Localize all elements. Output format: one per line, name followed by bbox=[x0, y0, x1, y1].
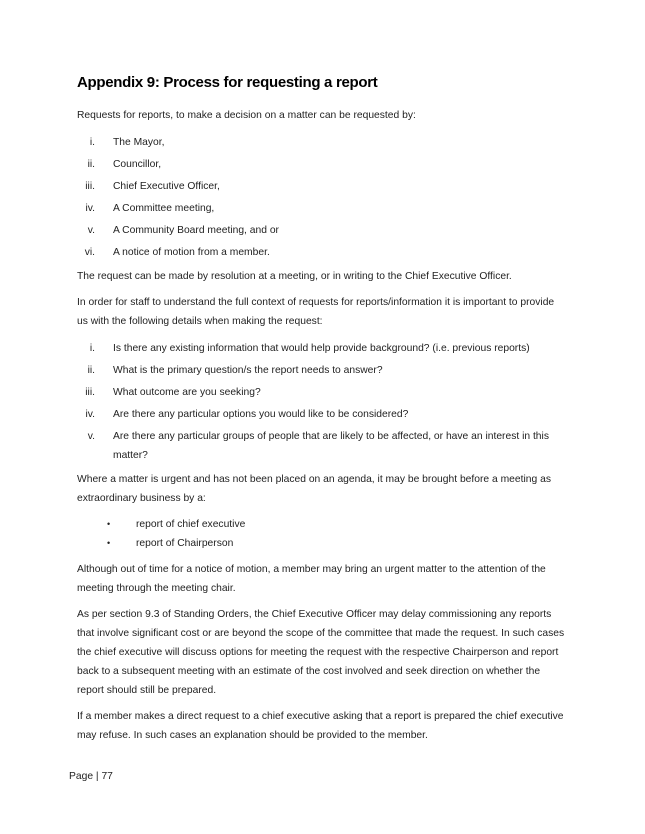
list-item-text: Is there any existing information that would help provide background? (i.e. previous reports) bbox=[113, 343, 530, 354]
notice-of-motion-paragraph: Although out of time for a notice of motion, a member may bring an urgent matter to the attention of the meeting through the meeting chair. bbox=[77, 564, 546, 594]
list-marker: v. bbox=[87, 431, 95, 442]
list-marker: i. bbox=[89, 343, 95, 354]
context-intro-paragraph: In order for staff to understand the full context of requests for reports/information it is important to provide us with the following details when making the request: bbox=[77, 297, 555, 327]
details-list bbox=[77, 339, 565, 465]
list-marker: ii. bbox=[87, 365, 95, 376]
bullet-list-item bbox=[77, 534, 565, 553]
list-item bbox=[77, 243, 565, 262]
list-item-text: A Committee meeting, bbox=[113, 203, 215, 214]
list-item bbox=[77, 177, 565, 196]
list-marker: iii. bbox=[85, 181, 95, 192]
list-item-text: A notice of motion from a member. bbox=[113, 247, 270, 258]
list-item bbox=[77, 339, 565, 358]
bullet-icon: • bbox=[107, 519, 111, 529]
standing-orders-paragraph: As per section 9.3 of Standing Orders, the Chief Executive Officer may delay commissioning any reports that involve significant cost or are beyond the scope of the committee that made the request. In such cases the chief executive will discuss options for meeting the request with the respective Chairperson and report back to a subsequent meeting with an estimate of the cost involved and seek direction on whether the report should still be prepared. bbox=[77, 609, 565, 696]
page-title: Appendix 9: Process for requesting a report bbox=[77, 74, 378, 91]
requested-by-list bbox=[77, 133, 565, 262]
list-marker: iii. bbox=[85, 387, 95, 398]
list-item bbox=[77, 405, 565, 424]
urgent-options-list bbox=[77, 515, 565, 553]
list-item-text: What is the primary question/s the report needs to answer? bbox=[113, 365, 383, 376]
list-marker: i. bbox=[89, 137, 95, 148]
list-item bbox=[77, 361, 565, 380]
list-item-text: Chief Executive Officer, bbox=[113, 181, 220, 192]
list-item bbox=[77, 427, 565, 465]
list-item-text: A Community Board meeting, and or bbox=[113, 225, 279, 236]
list-item-text: Are there any particular options you would like to be considered? bbox=[113, 409, 409, 420]
page-footer: Page | 77 bbox=[69, 771, 113, 782]
list-item bbox=[77, 199, 565, 218]
list-marker: v. bbox=[87, 225, 95, 236]
bullet-icon: • bbox=[107, 538, 111, 548]
list-item-text: The Mayor, bbox=[113, 137, 165, 148]
list-item bbox=[77, 133, 565, 152]
list-item-text: What outcome are you seeking? bbox=[113, 387, 261, 398]
list-item-text: Are there any particular groups of people that are likely to be affected, or have an interest in this matter? bbox=[113, 431, 549, 461]
direct-request-paragraph: If a member makes a direct request to a chief executive asking that a report is prepared the chief executive may refuse. In such cases an explanation should be provided to the member. bbox=[77, 711, 564, 741]
request-method-paragraph: The request can be made by resolution at a meeting, or in writing to the Chief Executive Officer. bbox=[77, 271, 512, 282]
urgent-intro-paragraph: Where a matter is urgent and has not been placed on an agenda, it may be brought before a meeting as extraordinary business by a: bbox=[77, 474, 551, 504]
intro-paragraph: Requests for reports, to make a decision on a matter can be requested by: bbox=[77, 110, 416, 121]
list-item bbox=[77, 383, 565, 402]
bullet-item-text: report of Chairperson bbox=[136, 538, 234, 549]
list-item-text: Councillor, bbox=[113, 159, 162, 170]
list-marker: vi. bbox=[84, 247, 95, 258]
bullet-list-item bbox=[77, 515, 565, 534]
list-marker: iv. bbox=[85, 203, 95, 214]
list-item bbox=[77, 221, 565, 240]
list-marker: ii. bbox=[87, 159, 95, 170]
list-marker: iv. bbox=[85, 409, 95, 420]
bullet-item-text: report of chief executive bbox=[136, 519, 246, 530]
list-item bbox=[77, 155, 565, 174]
